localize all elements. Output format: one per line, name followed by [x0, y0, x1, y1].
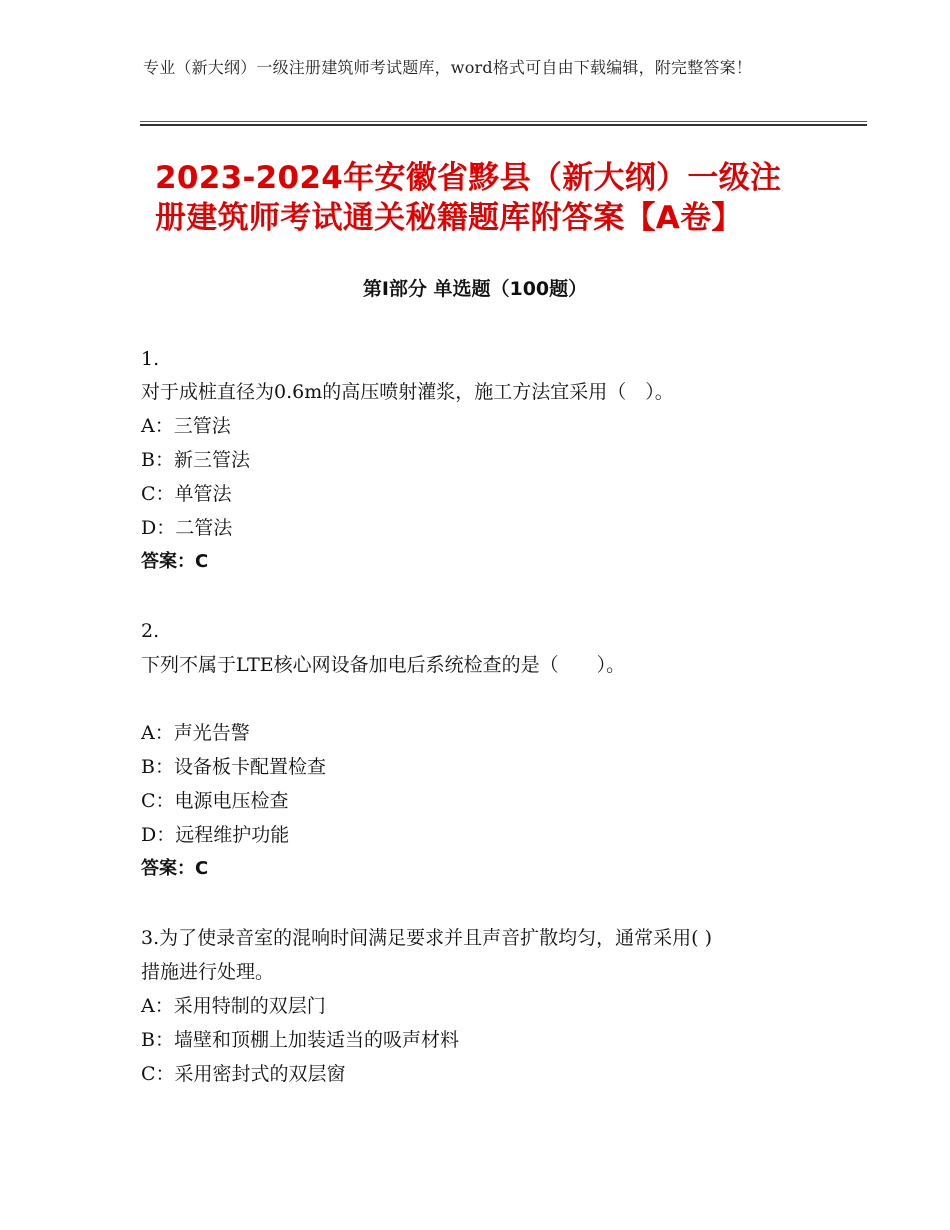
question-stem: 对于成桩直径为0.6m的高压喷射灌浆，施工方法宜采用（ ）。: [141, 381, 674, 403]
answer-label: 答案：C: [141, 551, 209, 572]
question-stem-line-2: 措施进行处理。: [141, 961, 275, 983]
option-c: C：采用密封式的双层窗: [141, 1063, 346, 1085]
document-title: [155, 158, 815, 238]
option-b: B：墙壁和顶棚上加装适当的吸声材料: [141, 1029, 459, 1051]
answer-label: 答案：C: [141, 858, 209, 879]
header-divider-thin: [140, 121, 867, 122]
question-number: 2.: [141, 620, 160, 642]
option-b: B：新三管法: [141, 449, 250, 471]
option-b: B：设备板卡配置检查: [141, 756, 326, 778]
option-d: D：远程维护功能: [141, 824, 290, 846]
title-line-2: 册建筑师考试通关秘籍题库附答案【A卷】: [155, 200, 743, 236]
title-line-1: 2023-2024年安徽省黟县（新大纲）一级注: [155, 160, 782, 196]
header-divider-thick: [140, 124, 867, 126]
option-c: C：电源电压检查: [141, 790, 289, 812]
option-c: C：单管法: [141, 483, 232, 505]
header-note: 专业（新大纲）一级注册建筑师考试题库，word格式可自由下载编辑，附完整答案！: [143, 58, 753, 77]
option-d: D：二管法: [141, 517, 233, 539]
question-stem-line-1: 3.为了使录音室的混响时间满足要求并且声音扩散均匀，通常采用( ): [141, 927, 712, 949]
question-stem: 下列不属于LTE核心网设备加电后系统检查的是（ ）。: [141, 654, 626, 676]
question-number: 1.: [141, 348, 160, 370]
option-a: A：三管法: [141, 415, 231, 437]
section-heading: 第Ⅰ部分 单选题（100题）: [362, 278, 588, 300]
option-a: A：声光告警: [141, 722, 250, 744]
option-a: A：采用特制的双层门: [141, 995, 326, 1017]
